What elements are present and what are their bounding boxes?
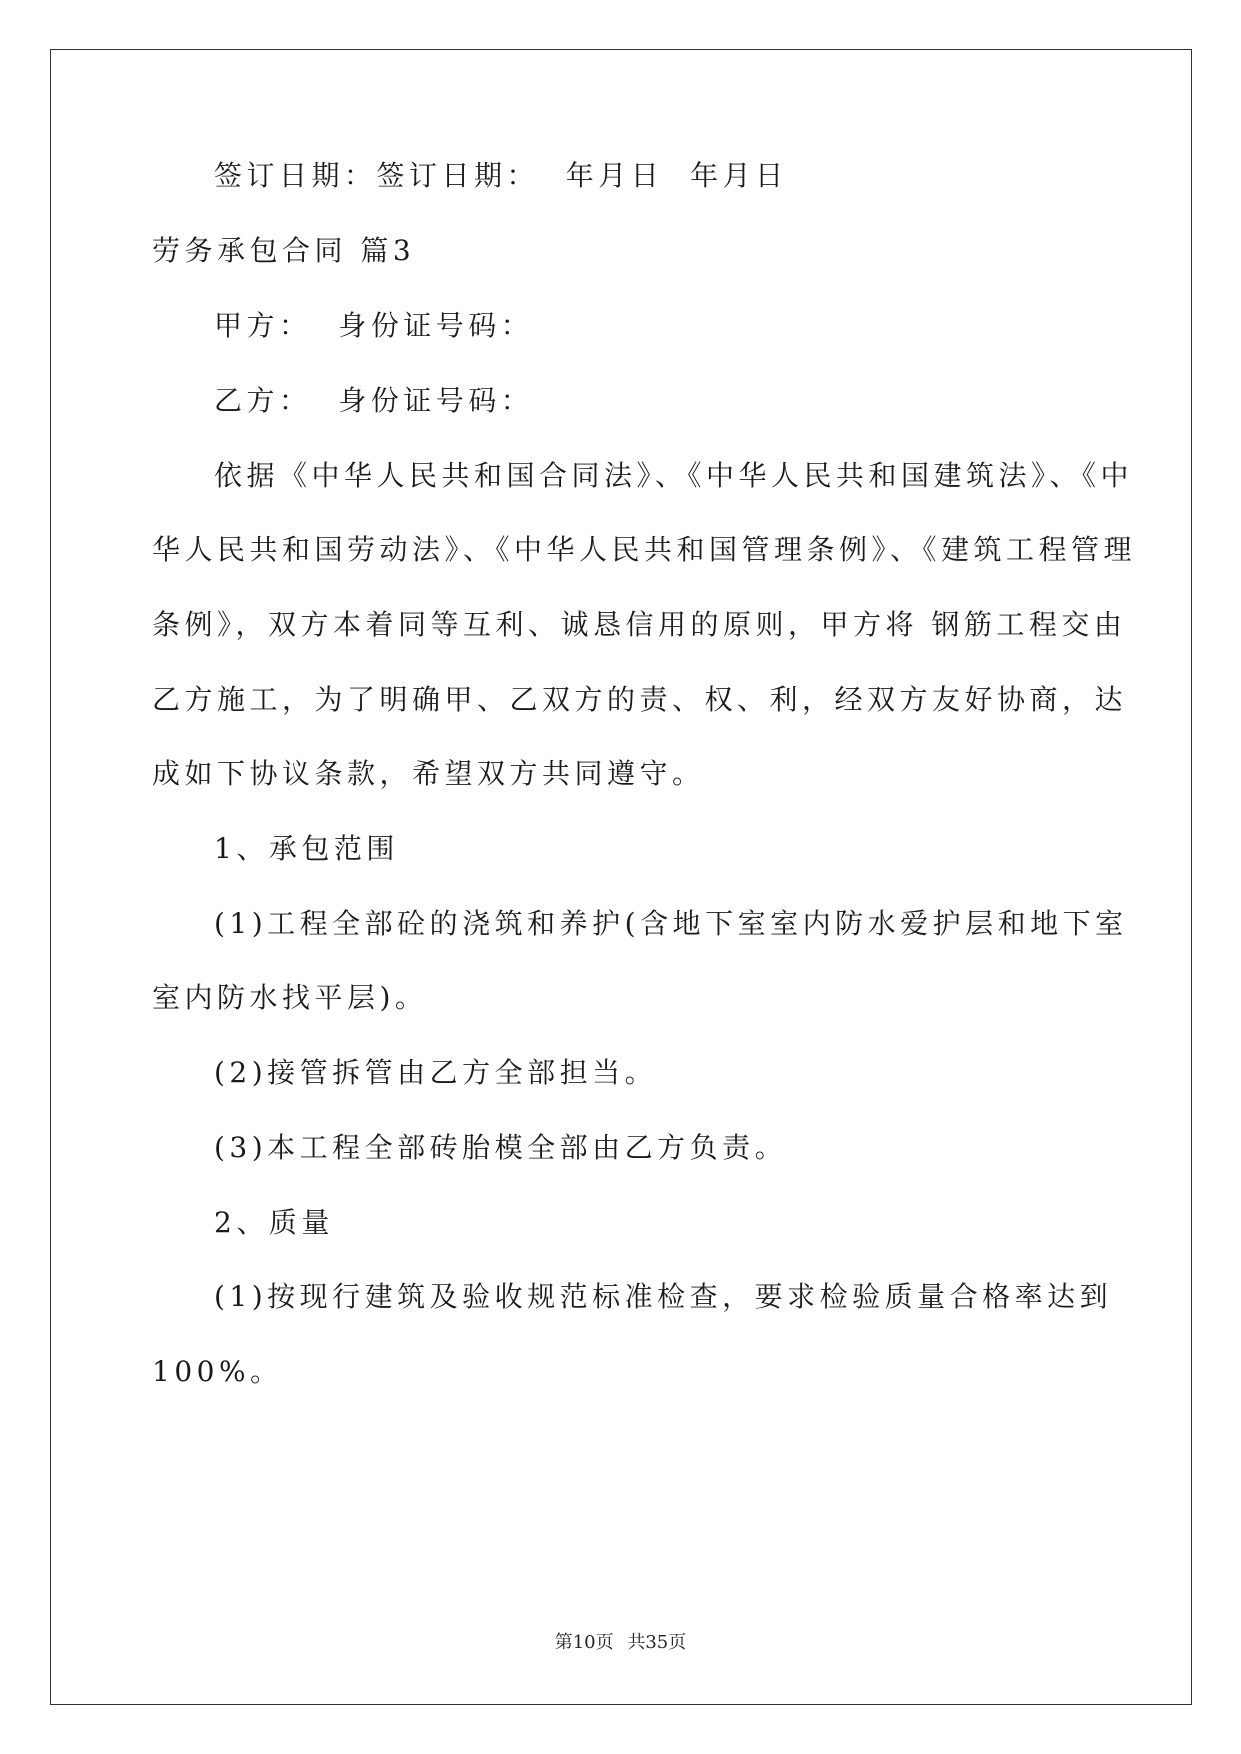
clause-item: (1)工程全部砼的浇筑和养护(含地下室室内防水爱护层和地下室 <box>214 907 1128 940</box>
clause-heading: 1、承包范围 <box>214 832 399 865</box>
signing-date-line: 签订日期：签订日期： 年月日 年月日 <box>214 159 788 192</box>
paragraph-line: 华人民共和国劳动法》、《中华人民共和国管理条例》、《建筑工程管理 <box>152 533 1137 566</box>
paragraph-line: 依据《中华人民共和国合同法》、《中华人民共和国建筑法》、《中 <box>214 459 1134 492</box>
clause-item: 100%。 <box>152 1355 283 1388</box>
page-border <box>50 49 1192 1705</box>
total-pages: 共35页 <box>627 1632 687 1653</box>
section-title: 劳务承包合同 篇3 <box>152 234 416 267</box>
party-a-line: 甲方： 身份证号码： <box>214 309 534 342</box>
clause-item: (2)接管拆管由乙方全部担当。 <box>214 1056 658 1089</box>
clause-heading: 2、质量 <box>214 1206 334 1239</box>
paragraph-line: 乙方施工，为了明确甲、乙双方的责、权、利，经双方友好协商，达 <box>152 683 1128 716</box>
page-number: 第10页 <box>554 1632 614 1653</box>
clause-item: 室内防水找平层)。 <box>152 981 428 1014</box>
clause-item: (3)本工程全部砖胎模全部由乙方负责。 <box>214 1131 788 1164</box>
clause-item: (1)按现行建筑及验收规范标准检查，要求检验质量合格率达到 <box>214 1280 1113 1313</box>
page-footer <box>0 1628 1241 1654</box>
party-b-line: 乙方： 身份证号码： <box>214 384 534 417</box>
paragraph-line: 条例》，双方本着同等互利、诚恳信用的原则，甲方将 钢筋工程交由 <box>152 608 1127 641</box>
paragraph-line: 成如下协议条款，希望双方共同遵守。 <box>152 757 705 790</box>
